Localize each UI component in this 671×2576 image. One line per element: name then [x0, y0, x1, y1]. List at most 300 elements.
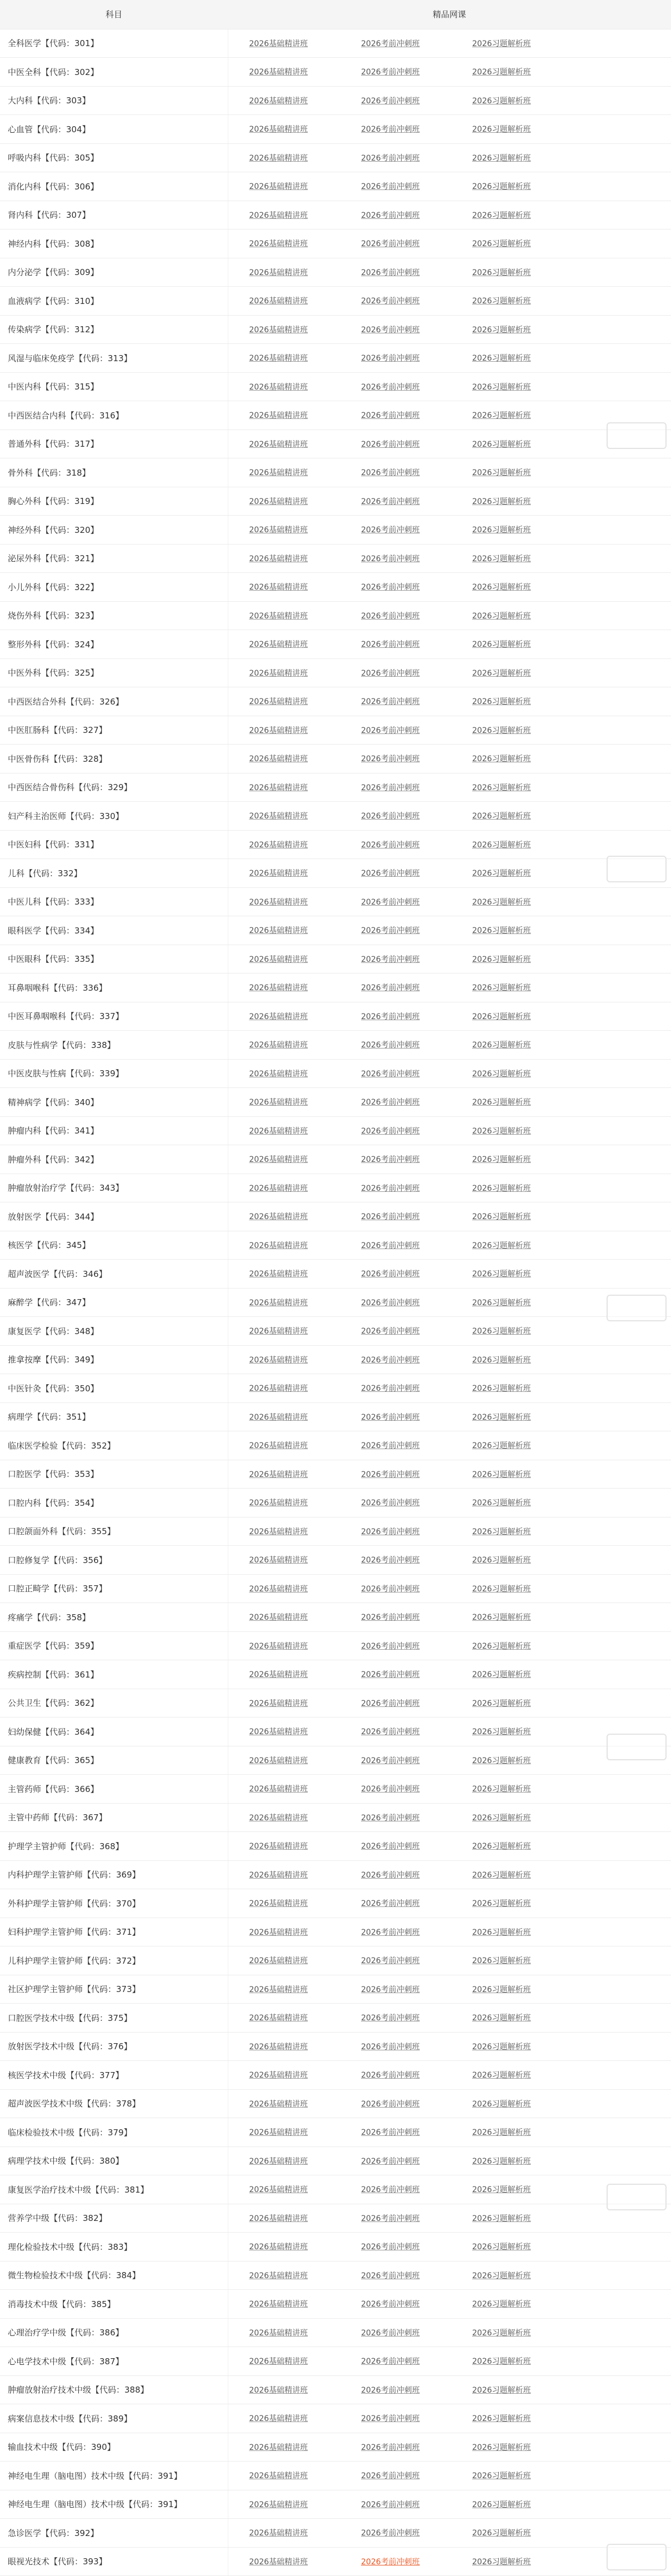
basic-course-link[interactable]: 2026基础精讲班 [249, 1928, 308, 1937]
basic-course-link[interactable]: 2026基础精讲班 [249, 583, 308, 592]
course-link-cell [450, 773, 671, 802]
sprint-course-link[interactable]: 2026考前冲刺班 [361, 2271, 420, 2280]
basic-course-link[interactable]: 2026基础精讲班 [249, 2099, 308, 2109]
sprint-course-link[interactable]: 2026考前冲刺班 [361, 2300, 420, 2309]
basic-course-link[interactable]: 2026基础精讲班 [249, 897, 308, 907]
basic-course-link[interactable]: 2026基础精讲班 [249, 1155, 308, 1165]
sprint-course-link[interactable]: 2026考前冲刺班 [361, 2042, 420, 2051]
table-row [0, 1546, 671, 1575]
basic-course-link[interactable]: 2026基础精讲班 [249, 96, 308, 106]
basic-course-link[interactable]: 2026基础精讲班 [249, 2128, 308, 2138]
basic-course-link[interactable]: 2026基础精讲班 [249, 1441, 308, 1451]
basic-course-link[interactable]: 2026基础精讲班 [249, 1184, 308, 1193]
subject-cell: 神经内科【代码：308】 [0, 229, 228, 258]
sprint-course-link[interactable]: 2026考前冲刺班 [361, 468, 420, 478]
exercise-course-link[interactable]: 2026习题解析班 [472, 1270, 531, 1279]
exercise-course-link[interactable]: 2026习题解析班 [472, 1985, 531, 1994]
sprint-course-link[interactable]: 2026考前冲刺班 [361, 1441, 420, 1451]
sprint-course-link[interactable]: 2026考前冲刺班 [361, 68, 420, 77]
sprint-course-link[interactable]: 2026考前冲刺班 [361, 1584, 420, 1594]
exercise-course-link[interactable]: 2026习题解析班 [472, 1012, 531, 1021]
subject-cell: 病案信息技术中级【代码：389】 [0, 2404, 228, 2433]
exercise-course-link[interactable]: 2026习题解析班 [472, 125, 531, 134]
exercise-course-link[interactable]: 2026习题解析班 [472, 96, 531, 106]
basic-course-link[interactable]: 2026基础精讲班 [249, 2557, 308, 2567]
sprint-course-link[interactable]: 2026考前冲刺班 [361, 583, 420, 592]
exercise-course-link[interactable]: 2026习题解析班 [472, 926, 531, 936]
table-row [0, 1402, 671, 1431]
sprint-course-link[interactable]: 2026考前冲刺班 [361, 1355, 420, 1365]
exercise-course-link[interactable]: 2026习题解析班 [472, 1842, 531, 1851]
exercise-course-link[interactable]: 2026习题解析班 [472, 468, 531, 478]
course-link-cell [339, 1460, 450, 1489]
sprint-course-link[interactable]: 2026考前冲刺班 [361, 554, 420, 563]
basic-course-link[interactable]: 2026基础精讲班 [249, 2042, 308, 2051]
sprint-course-link[interactable]: 2026考前冲刺班 [361, 1384, 420, 1394]
exercise-course-link[interactable]: 2026习题解析班 [472, 869, 531, 878]
basic-course-link[interactable]: 2026基础精讲班 [249, 926, 308, 936]
basic-course-link[interactable]: 2026基础精讲班 [249, 2071, 308, 2080]
exercise-course-link[interactable]: 2026习题解析班 [472, 1928, 531, 1937]
sprint-course-link[interactable]: 2026考前冲刺班 [361, 2214, 420, 2223]
sprint-course-link[interactable]: 2026考前冲刺班 [361, 1556, 420, 1565]
exercise-course-link[interactable]: 2026习题解析班 [472, 497, 531, 506]
exercise-course-link[interactable]: 2026习题解析班 [472, 1241, 531, 1250]
exercise-course-link[interactable]: 2026习题解析班 [472, 1584, 531, 1594]
sprint-course-link[interactable]: 2026考前冲刺班 [361, 297, 420, 306]
basic-course-link[interactable]: 2026基础精讲班 [249, 812, 308, 821]
sprint-course-link[interactable]: 2026考前冲刺班 [361, 2099, 420, 2109]
exercise-course-link[interactable]: 2026习题解析班 [472, 2156, 531, 2166]
exercise-course-link[interactable]: 2026习题解析班 [472, 39, 531, 48]
sprint-course-link[interactable]: 2026考前冲刺班 [361, 1298, 420, 1307]
sprint-course-link[interactable]: 2026考前冲刺班 [361, 2071, 420, 2080]
sprint-course-link[interactable]: 2026考前冲刺班 [361, 697, 420, 707]
basic-course-link[interactable]: 2026基础精讲班 [249, 1728, 308, 1737]
sprint-course-link[interactable]: 2026考前冲刺班 [361, 153, 420, 163]
sprint-course-link[interactable]: 2026考前冲刺班 [361, 1041, 420, 1050]
basic-course-link[interactable]: 2026基础精讲班 [249, 955, 308, 964]
sprint-course-link[interactable]: 2026考前冲刺班 [361, 1499, 420, 1508]
exercise-course-link[interactable]: 2026习题解析班 [472, 1212, 531, 1222]
basic-course-link[interactable]: 2026基础精讲班 [249, 2185, 308, 2195]
sprint-course-link[interactable]: 2026考前冲刺班 [361, 611, 420, 621]
exercise-course-link[interactable]: 2026习题解析班 [472, 1613, 531, 1623]
exercise-course-link[interactable]: 2026习题解析班 [472, 354, 531, 363]
course-link-cell [450, 2404, 671, 2433]
exercise-course-link[interactable]: 2026习题解析班 [472, 382, 531, 392]
sprint-course-link[interactable]: 2026考前冲刺班 [361, 1012, 420, 1021]
basic-course-link[interactable]: 2026基础精讲班 [249, 440, 308, 449]
exercise-course-link[interactable]: 2026习题解析班 [472, 668, 531, 678]
exercise-course-link[interactable]: 2026习题解析班 [472, 2500, 531, 2509]
sprint-course-link[interactable]: 2026考前冲刺班 [361, 1470, 420, 1479]
exercise-course-link[interactable]: 2026习题解析班 [472, 611, 531, 621]
sprint-course-link[interactable]: 2026考前冲刺班 [361, 2443, 420, 2452]
basic-course-link[interactable]: 2026基础精讲班 [249, 497, 308, 506]
exercise-course-link[interactable]: 2026习题解析班 [472, 2357, 531, 2367]
sprint-course-link[interactable]: 2026考前冲刺班 [361, 1985, 420, 1994]
exercise-course-link[interactable]: 2026习题解析班 [472, 2099, 531, 2109]
course-link-cell [339, 802, 450, 831]
exercise-course-link[interactable]: 2026习题解析班 [472, 2042, 531, 2051]
exercise-course-link[interactable]: 2026习题解析班 [472, 1355, 531, 1365]
basic-course-link[interactable]: 2026基础精讲班 [249, 1298, 308, 1307]
sprint-course-link[interactable]: 2026考前冲刺班 [361, 2328, 420, 2338]
exercise-course-link[interactable]: 2026习题解析班 [472, 1499, 531, 1508]
course-link-cell [339, 86, 450, 115]
sprint-course-link[interactable]: 2026考前冲刺班 [361, 783, 420, 792]
exercise-course-link[interactable]: 2026习题解析班 [472, 2271, 531, 2280]
sprint-course-link[interactable]: 2026考前冲刺班 [361, 2472, 420, 2481]
basic-course-link[interactable]: 2026基础精讲班 [249, 1012, 308, 1021]
exercise-course-link[interactable]: 2026习题解析班 [472, 2414, 531, 2424]
basic-course-link[interactable]: 2026基础精讲班 [249, 1384, 308, 1394]
exercise-course-link[interactable]: 2026习题解析班 [472, 1069, 531, 1079]
basic-course-link[interactable]: 2026基础精讲班 [249, 2243, 308, 2252]
sprint-course-link[interactable]: 2026考前冲刺班 [361, 2357, 420, 2367]
basic-course-link[interactable]: 2026基础精讲班 [249, 726, 308, 735]
basic-course-link[interactable]: 2026基础精讲班 [249, 2443, 308, 2452]
exercise-course-link[interactable]: 2026习题解析班 [472, 583, 531, 592]
subject-cell: 中医外科【代码：325】 [0, 658, 228, 687]
exercise-course-link[interactable]: 2026习题解析班 [472, 1641, 531, 1651]
sprint-course-link[interactable]: 2026考前冲刺班 [361, 239, 420, 249]
exercise-course-link[interactable]: 2026习题解析班 [472, 1899, 531, 1909]
basic-course-link[interactable]: 2026基础精讲班 [249, 182, 308, 192]
basic-course-link[interactable]: 2026基础精讲班 [249, 554, 308, 563]
course-link-cell [339, 1946, 450, 1975]
exercise-course-link[interactable]: 2026习题解析班 [472, 1126, 531, 1136]
basic-course-link[interactable]: 2026基础精讲班 [249, 1756, 308, 1765]
basic-course-link[interactable]: 2026基础精讲班 [249, 325, 308, 335]
sprint-course-link[interactable]: 2026考前冲刺班 [361, 1184, 420, 1193]
exercise-course-link[interactable]: 2026习题解析班 [472, 955, 531, 964]
basic-course-link[interactable]: 2026基础精讲班 [249, 1699, 308, 1708]
basic-course-link[interactable]: 2026基础精讲班 [249, 697, 308, 707]
exercise-course-link[interactable]: 2026习题解析班 [472, 554, 531, 563]
exercise-course-link[interactable]: 2026习题解析班 [472, 411, 531, 421]
exercise-course-link[interactable]: 2026习题解析班 [472, 1756, 531, 1765]
exercise-course-link[interactable]: 2026习题解析班 [472, 1785, 531, 1794]
sprint-course-link[interactable]: 2026考前冲刺班 [361, 2414, 420, 2424]
exercise-course-link[interactable]: 2026习题解析班 [472, 812, 531, 821]
basic-course-link[interactable]: 2026基础精讲班 [249, 783, 308, 792]
basic-course-link[interactable]: 2026基础精讲班 [249, 1527, 308, 1536]
sprint-course-link[interactable]: 2026考前冲刺班 [361, 2500, 420, 2509]
exercise-course-link[interactable]: 2026习题解析班 [472, 2300, 531, 2309]
sprint-course-link[interactable]: 2026考前冲刺班 [361, 1069, 420, 1079]
exercise-course-link[interactable]: 2026习题解析班 [472, 297, 531, 306]
exercise-course-link[interactable]: 2026习题解析班 [472, 239, 531, 249]
sprint-course-link[interactable]: 2026考前冲刺班 [361, 526, 420, 535]
exercise-course-link[interactable]: 2026习题解析班 [472, 2014, 531, 2023]
sprint-course-link[interactable]: 2026考前冲刺班 [361, 755, 420, 764]
sprint-course-link[interactable]: 2026考前冲刺班 [361, 96, 420, 106]
course-link-cell [450, 1746, 671, 1775]
sprint-course-link[interactable]: 2026考前冲刺班 [361, 354, 420, 363]
basic-course-link[interactable]: 2026基础精讲班 [249, 268, 308, 277]
basic-course-link[interactable]: 2026基础精讲班 [249, 411, 308, 421]
basic-course-link[interactable]: 2026基础精讲班 [249, 668, 308, 678]
basic-course-link[interactable]: 2026基础精讲班 [249, 1355, 308, 1365]
exercise-course-link[interactable]: 2026习题解析班 [472, 1670, 531, 1680]
basic-course-link[interactable]: 2026基础精讲班 [249, 2328, 308, 2338]
sprint-course-link[interactable]: 2026考前冲刺班 [361, 382, 420, 392]
subject-cell: 消毒技术中级【代码：385】 [0, 2290, 228, 2319]
basic-course-link[interactable]: 2026基础精讲班 [249, 840, 308, 850]
basic-course-link[interactable]: 2026基础精讲班 [249, 2271, 308, 2280]
sprint-course-link[interactable]: 2026考前冲刺班 [361, 125, 420, 134]
sprint-course-link[interactable]: 2026考前冲刺班 [361, 926, 420, 936]
basic-course-link[interactable]: 2026基础精讲班 [249, 1813, 308, 1823]
exercise-course-link[interactable]: 2026习题解析班 [472, 1155, 531, 1165]
sprint-course-link[interactable]: 2026考前冲刺班 [361, 211, 420, 220]
exercise-course-link[interactable]: 2026习题解析班 [472, 1184, 531, 1193]
sprint-course-link[interactable]: 2026考前冲刺班 [361, 812, 420, 821]
basic-course-link[interactable]: 2026基础精讲班 [249, 526, 308, 535]
sprint-course-link[interactable]: 2026考前冲刺班 [361, 1098, 420, 1107]
exercise-course-link[interactable]: 2026习题解析班 [472, 268, 531, 277]
sprint-course-link[interactable]: 2026考前冲刺班 [361, 668, 420, 678]
basic-course-link[interactable]: 2026基础精讲班 [249, 1556, 308, 1565]
basic-course-link[interactable]: 2026基础精讲班 [249, 239, 308, 249]
sprint-course-link[interactable]: 2026考前冲刺班 [361, 1670, 420, 1680]
course-link-cell [228, 315, 339, 344]
exercise-course-link[interactable]: 2026习题解析班 [472, 2557, 531, 2567]
basic-course-link[interactable]: 2026基础精讲班 [249, 755, 308, 764]
exercise-course-link[interactable]: 2026习题解析班 [472, 1384, 531, 1394]
basic-course-link[interactable]: 2026基础精讲班 [249, 468, 308, 478]
sprint-course-link[interactable]: 2026考前冲刺班 [361, 1928, 420, 1937]
basic-course-link[interactable]: 2026基础精讲班 [249, 1785, 308, 1794]
basic-course-link[interactable]: 2026基础精讲班 [249, 611, 308, 621]
exercise-course-link[interactable]: 2026习题解析班 [472, 325, 531, 335]
basic-course-link[interactable]: 2026基础精讲班 [249, 984, 308, 993]
basic-course-link[interactable]: 2026基础精讲班 [249, 1641, 308, 1651]
exercise-course-link[interactable]: 2026习题解析班 [472, 2443, 531, 2452]
sprint-course-link[interactable]: 2026考前冲刺班 [361, 2557, 420, 2567]
basic-course-link[interactable]: 2026基础精讲班 [249, 1041, 308, 1050]
exercise-course-link[interactable]: 2026习题解析班 [472, 1327, 531, 1336]
basic-course-link[interactable]: 2026基础精讲班 [249, 1499, 308, 1508]
sprint-course-link[interactable]: 2026考前冲刺班 [361, 2243, 420, 2252]
subject-cell: 中医眼科【代码：335】 [0, 945, 228, 974]
exercise-course-link[interactable]: 2026习题解析班 [472, 2385, 531, 2395]
basic-course-link[interactable]: 2026基础精讲班 [249, 1899, 308, 1909]
subject-cell: 中西医结合骨伤科【代码：329】 [0, 773, 228, 802]
sprint-course-link[interactable]: 2026考前冲刺班 [361, 411, 420, 421]
exercise-course-link[interactable]: 2026习题解析班 [472, 1699, 531, 1708]
exercise-course-link[interactable]: 2026习题解析班 [472, 1298, 531, 1307]
exercise-course-link[interactable]: 2026习题解析班 [472, 2328, 531, 2338]
sprint-course-link[interactable]: 2026考前冲刺班 [361, 1956, 420, 1966]
basic-course-link[interactable]: 2026基础精讲班 [249, 354, 308, 363]
sprint-course-link[interactable]: 2026考前冲刺班 [361, 840, 420, 850]
exercise-course-link[interactable]: 2026习题解析班 [472, 1441, 531, 1451]
sprint-course-link[interactable]: 2026考前冲刺班 [361, 2014, 420, 2023]
basic-course-link[interactable]: 2026基础精讲班 [249, 2214, 308, 2223]
table-row [0, 1288, 671, 1317]
basic-course-link[interactable]: 2026基础精讲班 [249, 211, 308, 220]
sprint-course-link[interactable]: 2026考前冲刺班 [361, 2385, 420, 2395]
exercise-course-link[interactable]: 2026习题解析班 [472, 182, 531, 192]
sprint-course-link[interactable]: 2026考前冲刺班 [361, 1613, 420, 1623]
sprint-course-link[interactable]: 2026考前冲刺班 [361, 726, 420, 735]
exercise-course-link[interactable]: 2026习题解析班 [472, 2243, 531, 2252]
sprint-course-link[interactable]: 2026考前冲刺班 [361, 1270, 420, 1279]
basic-course-link[interactable]: 2026基础精讲班 [249, 382, 308, 392]
sprint-course-link[interactable]: 2026考前冲刺班 [361, 1155, 420, 1165]
course-link-cell [339, 315, 450, 344]
sprint-course-link[interactable]: 2026考前冲刺班 [361, 1412, 420, 1422]
exercise-course-link[interactable]: 2026习题解析班 [472, 840, 531, 850]
exercise-course-link[interactable]: 2026习题解析班 [472, 2128, 531, 2138]
basic-course-link[interactable]: 2026基础精讲班 [249, 153, 308, 163]
exercise-course-link[interactable]: 2026习题解析班 [472, 1470, 531, 1479]
course-link-cell [339, 2519, 450, 2548]
sprint-course-link[interactable]: 2026考前冲刺班 [361, 1126, 420, 1136]
basic-course-link[interactable]: 2026基础精讲班 [249, 1212, 308, 1222]
sprint-course-link[interactable]: 2026考前冲刺班 [361, 2128, 420, 2138]
course-link-cell [450, 601, 671, 630]
basic-course-link[interactable]: 2026基础精讲班 [249, 2529, 308, 2538]
basic-course-link[interactable]: 2026基础精讲班 [249, 1613, 308, 1623]
sprint-course-link[interactable]: 2026考前冲刺班 [361, 1699, 420, 1708]
course-link-cell [228, 1202, 339, 1231]
sprint-course-link[interactable]: 2026考前冲刺班 [361, 1728, 420, 1737]
exercise-course-link[interactable]: 2026习题解析班 [472, 153, 531, 163]
exercise-course-link[interactable]: 2026习题解析班 [472, 1412, 531, 1422]
exercise-course-link[interactable]: 2026习题解析班 [472, 726, 531, 735]
exercise-course-link[interactable]: 2026习题解析班 [472, 1870, 531, 1880]
exercise-course-link[interactable]: 2026习题解析班 [472, 640, 531, 650]
course-link-cell [450, 2146, 671, 2175]
exercise-course-link[interactable]: 2026习题解析班 [472, 1041, 531, 1050]
exercise-course-link[interactable]: 2026习题解析班 [472, 2214, 531, 2223]
exercise-course-link[interactable]: 2026习题解析班 [472, 1098, 531, 1107]
table-row [0, 344, 671, 373]
basic-course-link[interactable]: 2026基础精讲班 [249, 1870, 308, 1880]
basic-course-link[interactable]: 2026基础精讲班 [249, 39, 308, 48]
basic-course-link[interactable]: 2026基础精讲班 [249, 2014, 308, 2023]
course-link-cell [339, 1860, 450, 1889]
basic-course-link[interactable]: 2026基础精讲班 [249, 1470, 308, 1479]
table-row [0, 2318, 671, 2347]
sprint-course-link[interactable]: 2026考前冲刺班 [361, 1756, 420, 1765]
basic-course-link[interactable]: 2026基础精讲班 [249, 2500, 308, 2509]
exercise-course-link[interactable]: 2026习题解析班 [472, 440, 531, 449]
basic-course-link[interactable]: 2026基础精讲班 [249, 640, 308, 650]
basic-course-link[interactable]: 2026基础精讲班 [249, 2385, 308, 2395]
exercise-course-link[interactable]: 2026习题解析班 [472, 783, 531, 792]
basic-course-link[interactable]: 2026基础精讲班 [249, 2156, 308, 2166]
basic-course-link[interactable]: 2026基础精讲班 [249, 297, 308, 306]
basic-course-link[interactable]: 2026基础精讲班 [249, 125, 308, 134]
basic-course-link[interactable]: 2026基础精讲班 [249, 1126, 308, 1136]
basic-course-link[interactable]: 2026基础精讲班 [249, 1098, 308, 1107]
basic-course-link[interactable]: 2026基础精讲班 [249, 1584, 308, 1594]
sprint-course-link[interactable]: 2026考前冲刺班 [361, 1870, 420, 1880]
basic-course-link[interactable]: 2026基础精讲班 [249, 869, 308, 878]
basic-course-link[interactable]: 2026基础精讲班 [249, 1327, 308, 1336]
basic-course-link[interactable]: 2026基础精讲班 [249, 1069, 308, 1079]
exercise-course-link[interactable]: 2026习题解析班 [472, 1527, 531, 1536]
basic-course-link[interactable]: 2026基础精讲班 [249, 2414, 308, 2424]
exercise-course-link[interactable]: 2026习题解析班 [472, 211, 531, 220]
basic-course-link[interactable]: 2026基础精讲班 [249, 2472, 308, 2481]
course-link-cell [228, 1345, 339, 1374]
basic-course-link[interactable]: 2026基础精讲班 [249, 1241, 308, 1250]
sprint-course-link[interactable]: 2026考前冲刺班 [361, 2156, 420, 2166]
subject-cell: 血液病学【代码：310】 [0, 287, 228, 316]
basic-course-link[interactable]: 2026基础精讲班 [249, 1412, 308, 1422]
sprint-course-link[interactable]: 2026考前冲刺班 [361, 1327, 420, 1336]
sprint-course-link[interactable]: 2026考前冲刺班 [361, 182, 420, 192]
sprint-course-link[interactable]: 2026考前冲刺班 [361, 1241, 420, 1250]
sprint-course-link[interactable]: 2026考前冲刺班 [361, 497, 420, 506]
exercise-course-link[interactable]: 2026习题解析班 [472, 755, 531, 764]
sprint-course-link[interactable]: 2026考前冲刺班 [361, 1212, 420, 1222]
exercise-course-link[interactable]: 2026习题解析班 [472, 2529, 531, 2538]
sprint-course-link[interactable]: 2026考前冲刺班 [361, 869, 420, 878]
sprint-course-link[interactable]: 2026考前冲刺班 [361, 1899, 420, 1909]
basic-course-link[interactable]: 2026基础精讲班 [249, 1670, 308, 1680]
exercise-course-link[interactable]: 2026习题解析班 [472, 897, 531, 907]
basic-course-link[interactable]: 2026基础精讲班 [249, 1956, 308, 1966]
basic-course-link[interactable]: 2026基础精讲班 [249, 1842, 308, 1851]
sprint-course-link[interactable]: 2026考前冲刺班 [361, 640, 420, 650]
sprint-course-link[interactable]: 2026考前冲刺班 [361, 2529, 420, 2538]
basic-course-link[interactable]: 2026基础精讲班 [249, 2300, 308, 2309]
sprint-course-link[interactable]: 2026考前冲刺班 [361, 39, 420, 48]
exercise-course-link[interactable]: 2026习题解析班 [472, 526, 531, 535]
exercise-course-link[interactable]: 2026习题解析班 [472, 1813, 531, 1823]
sprint-course-link[interactable]: 2026考前冲刺班 [361, 1842, 420, 1851]
exercise-course-link[interactable]: 2026习题解析班 [472, 2071, 531, 2080]
exercise-course-link[interactable]: 2026习题解析班 [472, 2185, 531, 2195]
subject-cell: 放射医学【代码：344】 [0, 1202, 228, 1231]
sprint-course-link[interactable]: 2026考前冲刺班 [361, 268, 420, 277]
exercise-course-link[interactable]: 2026习题解析班 [472, 1556, 531, 1565]
basic-course-link[interactable]: 2026基础精讲班 [249, 68, 308, 77]
exercise-course-link[interactable]: 2026习题解析班 [472, 1956, 531, 1966]
course-link-cell [450, 1174, 671, 1202]
exercise-course-link[interactable]: 2026习题解析班 [472, 984, 531, 993]
sprint-course-link[interactable]: 2026考前冲刺班 [361, 955, 420, 964]
subject-cell: 传染病学【代码：312】 [0, 315, 228, 344]
sprint-course-link[interactable]: 2026考前冲刺班 [361, 1813, 420, 1823]
basic-course-link[interactable]: 2026基础精讲班 [249, 1270, 308, 1279]
sprint-course-link[interactable]: 2026考前冲刺班 [361, 1785, 420, 1794]
sprint-course-link[interactable]: 2026考前冲刺班 [361, 1641, 420, 1651]
sprint-course-link[interactable]: 2026考前冲刺班 [361, 984, 420, 993]
subject-cell: 烧伤外科【代码：323】 [0, 601, 228, 630]
sprint-course-link[interactable]: 2026考前冲刺班 [361, 1527, 420, 1536]
exercise-course-link[interactable]: 2026习题解析班 [472, 68, 531, 77]
basic-course-link[interactable]: 2026基础精讲班 [249, 1985, 308, 1994]
exercise-course-link[interactable]: 2026习题解析班 [472, 697, 531, 707]
basic-course-link[interactable]: 2026基础精讲班 [249, 2357, 308, 2367]
exercise-course-link[interactable]: 2026习题解析班 [472, 1728, 531, 1737]
exercise-course-link[interactable]: 2026习题解析班 [472, 2472, 531, 2481]
course-link-cell [228, 658, 339, 687]
sprint-course-link[interactable]: 2026考前冲刺班 [361, 2185, 420, 2195]
course-link-cell [339, 487, 450, 516]
sprint-course-link[interactable]: 2026考前冲刺班 [361, 325, 420, 335]
sprint-course-link[interactable]: 2026考前冲刺班 [361, 897, 420, 907]
sprint-course-link[interactable]: 2026考前冲刺班 [361, 440, 420, 449]
